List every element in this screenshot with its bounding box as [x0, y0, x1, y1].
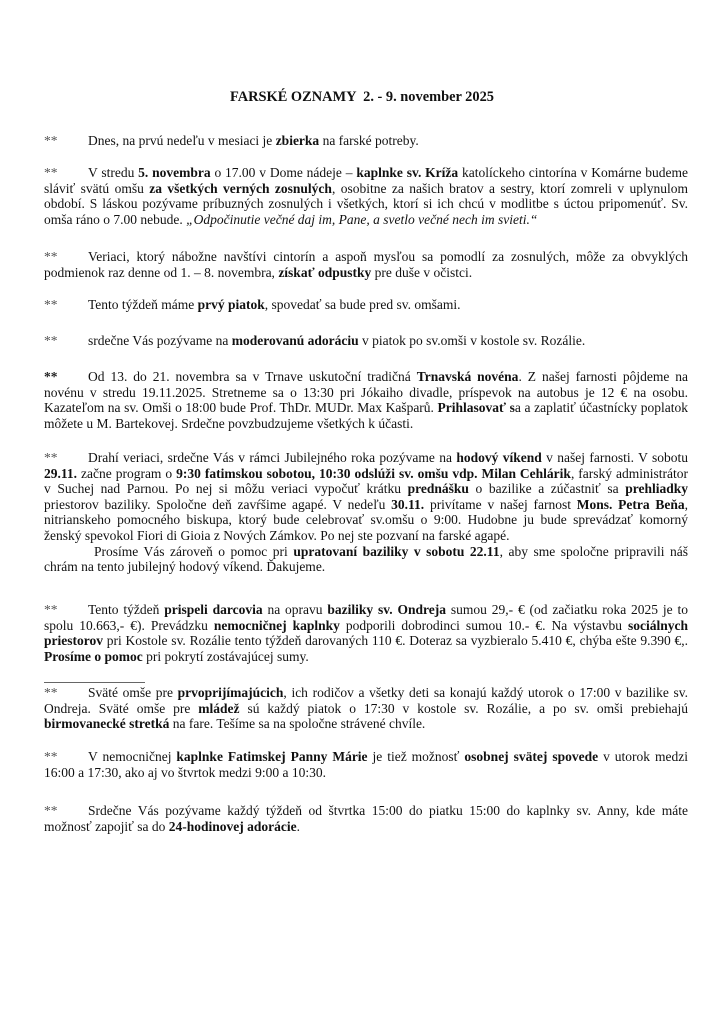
bold-text: hodový víkend [456, 450, 542, 465]
text: Prosíme Vás zároveň o pomoc pri [94, 543, 294, 559]
bold-text: prednášku [407, 481, 469, 497]
announcement-paragraph [44, 333, 688, 349]
announcement-paragraph [44, 450, 688, 575]
announcement-subparagraph [44, 544, 688, 575]
text: na opravu [262, 602, 328, 617]
text: , osobitne za našich bratov a sestry, ktorí zomreli v uplynulom období. S láskou pozývame príbuzných zosnulých i všetkých, ktorí si ich chcú v modlitbe s úctou pripomenúť. Sv. omša ráno o 7.00 nebude. [44, 180, 689, 227]
bullet-marker: ** [44, 685, 58, 700]
page-title: FARSKÉ OZNAMY 2. - 9. november 2025 [230, 89, 494, 105]
text: na fare. Tešíme sa na spoločne strávené chvíle. [169, 716, 426, 732]
announcement-paragraph [44, 165, 688, 227]
announcement-paragraph [44, 749, 688, 780]
text: v našej farnosti. V sobotu [541, 450, 688, 465]
announcement-paragraph [44, 803, 688, 834]
text: V nemocničnej [88, 749, 177, 764]
bold-text: prispeli darcovia [164, 602, 263, 617]
text: v piatok po sv.omši v kostole sv. Rozálie. [358, 333, 586, 348]
text: Srdečne Vás pozývame každý týždeň od štvrtka 15:00 do piatku 15:00 do kaplnky sv. Anny, kde máte možnosť zapojiť sa do [44, 803, 688, 834]
text: , farský administrátor v Suchej nad Parnou. Po nej si môžu veriaci vypočuť krátku [44, 465, 688, 497]
bullet-marker: ** [44, 602, 58, 617]
text: sumou 29,- € (od začiatku roka 2025 je to spolu 10.663,- €). Prevádzku [44, 602, 689, 633]
bullet-marker: ** [44, 803, 58, 818]
bold-text: 29.11. [44, 465, 78, 481]
text: o 17.00 v Dome nádeje – [210, 165, 357, 180]
text: , ich rodičov a všetky deti sa konajú každý utorok o 17:00 v bazilike sv. Ondreja. Sväté omše pre [44, 685, 688, 716]
bold-text: prvoprijímajúcich [177, 685, 284, 700]
text: , spovedať sa bude pred sv. omšami. [264, 297, 461, 312]
bold-text: za všetkých verných zosnulých [149, 180, 332, 196]
text: pri Kostole sv. Rozálie tento týždeň darovaných 110 €. Doteraz sa vyzbieralo 5.410 €, chýba ešte 9.390 €,. [103, 633, 688, 649]
bold-text: nemocničnej kaplnky [213, 617, 340, 633]
text: , nitrianskeho pomocného biskupa, ktorý bude celebrovať sv.omšu o 9:00. Hudobne ju bude sprevádzať komorný ženský spevokol Fiori di Gioia z Nových Zámkov. Po nej ste pozvaní na farské agapé. [44, 496, 688, 543]
bold-text: mládež [198, 700, 240, 716]
bold-text: 24-hodinovej adorácie [168, 818, 297, 834]
bold-text: kaplnke sv. Kríža [356, 165, 459, 180]
text: . [296, 818, 301, 834]
announcement-paragraph [44, 249, 688, 280]
bold-text: 5. novembra [138, 165, 211, 180]
text: Tento týždeň [88, 602, 165, 617]
bold-text: 30.11. [391, 496, 425, 512]
bullet-marker: ** [44, 165, 58, 180]
text: podporili dobrodinci sumou 10.- €. Na výstavbu [339, 617, 628, 633]
announcement-paragraph [44, 297, 688, 313]
text: je tiež možnosť [367, 749, 465, 764]
text: o bazilike a zúčastniť sa [468, 481, 626, 497]
announcement-paragraph [44, 133, 688, 149]
text: Tento týždeň máme [88, 297, 198, 312]
text: , aby sme spoločne pripravili náš chrám na tento jubilejný hodový víkend. Ďakujeme. [44, 543, 688, 575]
bold-text: 9:30 fatimskou sobotou, 10:30 odslúži sv. omšu vdp. Milan Cehlárik [176, 465, 571, 481]
bold-text: kaplnke Fatimskej Panny Márie [176, 749, 368, 764]
bullet-marker: ** [44, 333, 58, 348]
bold-text: moderovanú adoráciu [231, 333, 359, 348]
bold-text: Prihlasovať s [437, 400, 515, 416]
bold-text: prehliadky [625, 481, 689, 497]
bullet-marker: ** [44, 369, 58, 384]
bold-text: Trnavská novéna [416, 369, 519, 384]
text: začne program o [77, 465, 177, 481]
bold-text: získať odpustky [278, 264, 372, 280]
bullet-marker: ** [44, 133, 58, 148]
text: pre duše v očistci. [371, 264, 473, 280]
text: sú každý piatok o 17:30 v kostole sv. Rozálie, a po sv. omši prebiehajú [239, 700, 688, 716]
bold-text: Prosíme o pomoc [44, 648, 143, 664]
bold-text: sociálnych priestorov [44, 617, 688, 649]
bullet-marker: ** [44, 249, 58, 264]
italic-text: „Odpočinutie večné daj im, Pane, a svetlo večné nech im svieti.“ [186, 211, 538, 227]
text: Sväté omše pre [88, 685, 178, 700]
announcement-paragraph [44, 369, 688, 431]
bold-text: birmovanecké stretká [44, 716, 170, 732]
bold-text: upratovaní baziliky v sobotu 22.11 [293, 543, 500, 559]
text: katolíckeho cintorína v Komárne budeme sláviť svätú omšu [44, 165, 689, 196]
text: Veriaci, ktorý nábožne navštívi cintorín a aspoň mysľou sa pomodlí za zosnulých, môže za obvyklých podmienok raz denne od 1. – 8. novembra, [44, 249, 688, 280]
text: a a zaplatiť účastnícky poplatok môžete u M. Bartekovej. Srdečne povzbudzujeme všetkých k účasti. [44, 400, 688, 431]
bullet-marker: ** [44, 450, 58, 465]
text: Drahí veriaci, srdečne Vás v rámci Jubilejného roka pozývame na [88, 450, 457, 465]
announcement-paragraph [44, 685, 688, 732]
text: na farské potreby. [319, 133, 419, 148]
bold-text: baziliky sv. Ondreja [327, 602, 447, 617]
bullet-marker: ** [44, 297, 58, 312]
footnote-separator [44, 682, 145, 683]
text: priestorov baziliky. Spoločne deň zavŕšime agapé. V nedeľu [44, 496, 392, 512]
bullet-marker: ** [44, 749, 58, 764]
announcement-paragraph [44, 602, 688, 664]
bold-text: Mons. Petra Beňa [576, 496, 685, 512]
text: pri pokrytí zostávajúcej sumy. [142, 648, 309, 664]
bold-text: prvý piatok [197, 297, 265, 312]
text: V stredu [88, 165, 139, 180]
text: . Z našej farnosti pôjdeme na novénu v stredu 19.11.2025. Stretneme sa o 13:30 pri Jókaiho divadle, príspevok na autobus je 12 € na osobu. Kazateľom na sv. Omši o 18:00 bude Prof. ThDr. MUDr. Max Kašparů. [44, 369, 689, 416]
bold-text: zbierka [275, 133, 320, 148]
text: srdečne Vás pozývame na [88, 333, 232, 348]
bold-text: osobnej svätej spovede [464, 749, 599, 764]
text: Dnes, na prvú nedeľu v mesiaci je [88, 133, 276, 148]
text: v utorok medzi 16:00 a 17:30, ako aj vo štvrtok medzi 9:00 a 10:30. [44, 749, 688, 780]
text: Od 13. do 21. novembra sa v Trnave uskutoční tradičná [88, 369, 417, 384]
text: privítame v našej farnost [424, 496, 577, 512]
